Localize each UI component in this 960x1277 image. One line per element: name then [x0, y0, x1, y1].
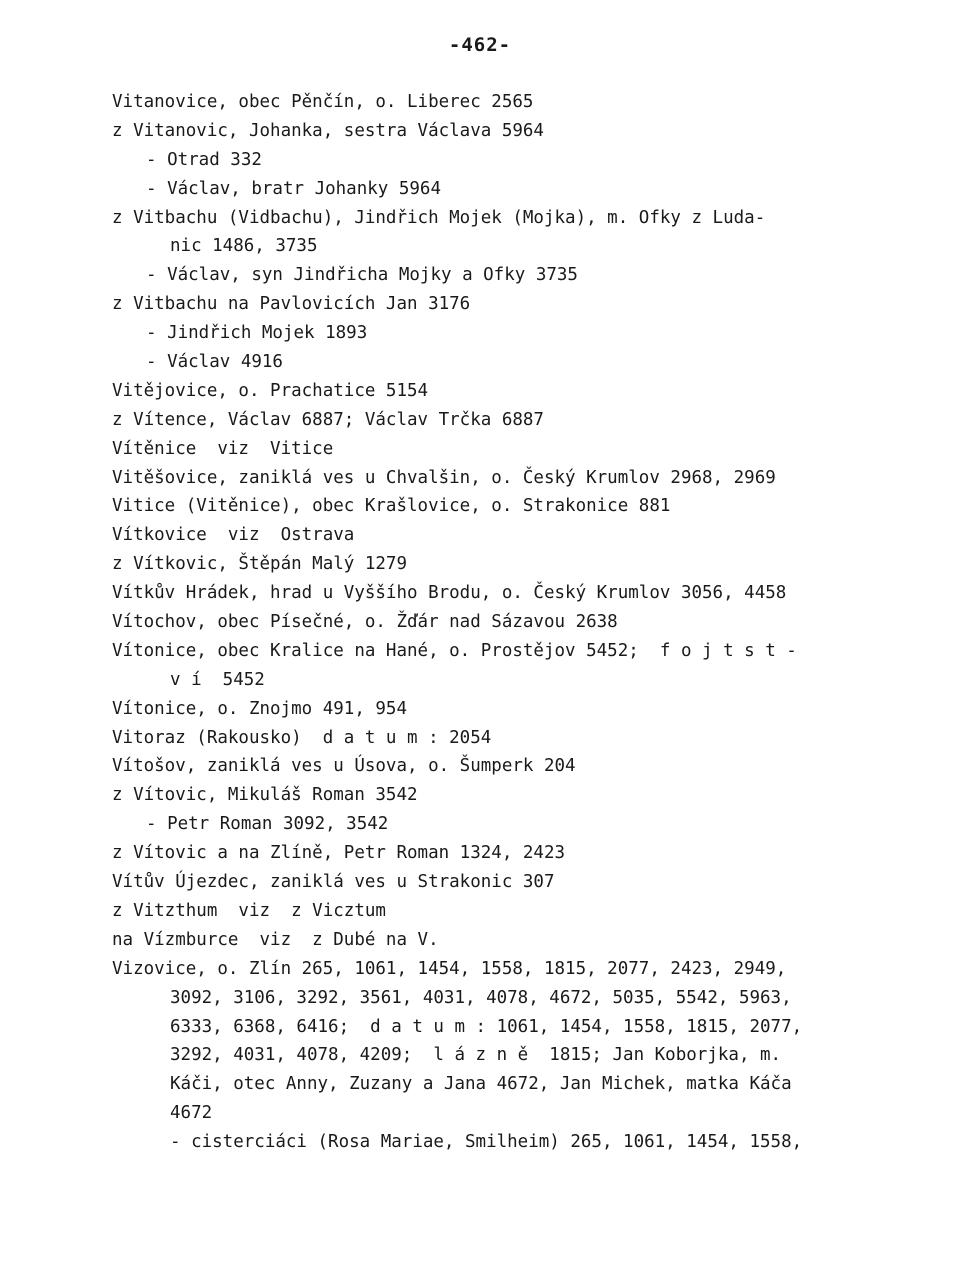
index-line: 3092, 3106, 3292, 3561, 4031, 4078, 4672, 5035, 5542, 5963,: [170, 987, 792, 1008]
index-line: - Václav, bratr Johanky 5964: [146, 178, 442, 199]
index-line: Vitějovice, o. Prachatice 5154: [112, 380, 429, 401]
index-line: nic 1486, 3735: [170, 236, 318, 257]
index-line: Vítův Újezdec, zaniklá ves u Strakonic 307: [112, 872, 555, 893]
index-line: z Vítkovic, Štěpán Malý 1279: [112, 554, 408, 575]
index-line: Vítkovice viz Ostrava: [112, 525, 355, 546]
index-line: - Otrad 332: [146, 149, 262, 170]
index-line: z Vítovic a na Zlíně, Petr Roman 1324, 2423: [112, 843, 566, 864]
index-line: Vitanovice, obec Pěnčín, o. Liberec 2565: [112, 92, 534, 112]
index-line: z Vitzthum viz z Vicztum: [112, 900, 386, 921]
index-line: Vitice (Vitěnice), obec Krašlovice, o. Strakonice 881: [112, 496, 671, 517]
index-line: Vizovice, o. Zlín 265, 1061, 1454, 1558, 1815, 2077, 2423, 2949,: [112, 958, 787, 979]
index-line: Vitěšovice, zaniklá ves u Chvalšin, o. Český Krumlov 2968, 2969: [112, 467, 776, 488]
index-entry-list: [112, 88, 902, 1157]
index-line: v í 5452: [170, 669, 265, 690]
index-line: 6333, 6368, 6416; d a t u m : 1061, 1454, 1558, 1815, 2077,: [170, 1016, 803, 1037]
index-line: - Petr Roman 3092, 3542: [146, 814, 389, 835]
index-line: z Vitbachu (Vidbachu), Jindřich Mojek (Mojka), m. Ofky z Luda-: [112, 207, 766, 228]
index-line: z Vítovic, Mikuláš Roman 3542: [112, 785, 418, 806]
index-line: z Vitbachu na Pavlovicích Jan 3176: [112, 294, 471, 315]
index-line: Vítochov, obec Písečné, o. Žďár nad Sázavou 2638: [112, 612, 618, 633]
index-line: - cisterciáci (Rosa Mariae, Smilheim) 265, 1061, 1454, 1558,: [170, 1132, 803, 1153]
index-line: Vítkův Hrádek, hrad u Vyššího Brodu, o. Český Krumlov 3056, 4458: [112, 583, 787, 604]
index-line: 3292, 4031, 4078, 4209; l á z n ě 1815; Jan Koborjka, m.: [170, 1045, 782, 1066]
index-line: - Václav, syn Jindřicha Mojky a Ofky 3735: [146, 265, 578, 286]
index-line: Káči, otec Anny, Zuzany a Jana 4672, Jan Michek, matka Káča: [170, 1074, 792, 1095]
index-line: Vítonice, obec Kralice na Hané, o. Prostějov 5452; f o j t s t -: [112, 640, 797, 661]
index-line: - Jindřich Mojek 1893: [146, 323, 368, 344]
index-line: Vítonice, o. Znojmo 491, 954: [112, 698, 408, 719]
index-line: Vitoraz (Rakousko) d a t u m : 2054: [112, 727, 492, 748]
page-number: -462-: [448, 34, 512, 56]
index-line: z Vítence, Václav 6887; Václav Trčka 6887: [112, 409, 544, 430]
index-line: z Vitanovic, Johanka, sestra Václava 5964: [112, 120, 544, 141]
index-line: Vítošov, zaniklá ves u Úsova, o. Šumperk 204: [112, 756, 576, 777]
index-line: na Vízmburce viz z Dubé na V.: [112, 929, 439, 950]
index-line: Vítěnice viz Vitice: [112, 438, 334, 459]
index-line: 4672: [170, 1103, 213, 1124]
index-line: - Václav 4916: [146, 352, 283, 373]
